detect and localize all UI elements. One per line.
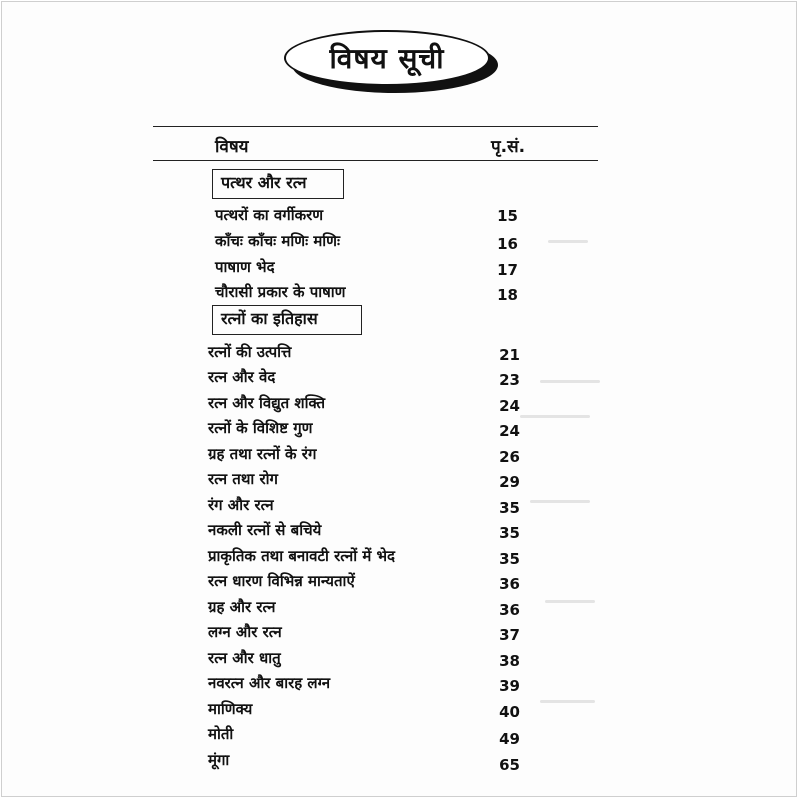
toc-entry-title: माणिक्य <box>208 700 253 718</box>
bleed-through-mark <box>520 415 590 418</box>
bleed-through-mark <box>548 240 588 243</box>
toc-entry-title: रत्न तथा रोग <box>208 470 278 488</box>
page-title: विषय सूची <box>329 42 445 75</box>
column-header-page: पृ.सं. <box>491 137 526 157</box>
toc-entry-page: 16 <box>497 235 518 253</box>
toc-entry-page: 40 <box>499 703 520 721</box>
toc-entry-title: मूंगा <box>208 751 230 769</box>
toc-entry-page: 49 <box>499 730 520 748</box>
toc-entry-title: रत्नों की उत्पत्ति <box>208 343 292 361</box>
toc-entry-page: 17 <box>497 261 518 279</box>
toc-entry-page: 29 <box>499 473 520 491</box>
toc-entry-title: ग्रह तथा रत्नों के रंग <box>208 445 317 463</box>
toc-entry-title: नवरत्न और बारह लग्न <box>208 674 331 692</box>
toc-entry-page: 39 <box>499 677 520 695</box>
toc-entry-title: रत्नों के विशिष्ट गुण <box>208 419 313 437</box>
header-rule-bottom <box>153 160 598 161</box>
toc-entry-title: नकली रत्नों से बचिये <box>208 521 322 539</box>
toc-entry-title: मोती <box>208 725 234 743</box>
toc-entry-page: 21 <box>499 346 520 364</box>
toc-entry-page: 26 <box>499 448 520 466</box>
title-badge <box>284 30 490 86</box>
toc-entry-page: 36 <box>499 601 520 619</box>
book-page <box>1 1 797 797</box>
toc-entry-title: पत्थरों का वर्गीकरण <box>215 206 324 224</box>
toc-entry-page: 18 <box>497 286 518 304</box>
toc-entry-title: रत्न धारण विभिन्न मान्यताऐं <box>208 572 355 590</box>
toc-entry-page: 23 <box>499 371 520 389</box>
toc-entry-page: 35 <box>499 524 520 542</box>
toc-entry-page: 35 <box>499 550 520 568</box>
toc-entry-page: 38 <box>499 652 520 670</box>
toc-entry-page: 36 <box>499 575 520 593</box>
bleed-through-mark <box>540 380 600 383</box>
header-rule-top <box>153 126 598 127</box>
toc-entry-page: 35 <box>499 499 520 517</box>
toc-entry-title: प्राकृतिक तथा बनावटी रत्नों में भेद <box>208 547 396 565</box>
column-header-topic: विषय <box>215 137 249 157</box>
toc-entry-page: 24 <box>499 397 520 415</box>
toc-entry-title: पाषाण भेद <box>215 258 275 276</box>
section-heading-history-of-gems: रत्नों का इतिहास <box>212 305 362 335</box>
toc-entry-page: 24 <box>499 422 520 440</box>
toc-entry-title: काँचः काँचः मणिः मणिः <box>215 232 341 250</box>
section-heading-stones-and-gems: पत्थर और रत्न <box>212 169 344 199</box>
toc-entry-title: लग्न और रत्न <box>208 623 282 641</box>
bleed-through-mark <box>545 600 595 603</box>
bleed-through-mark <box>530 500 590 503</box>
toc-entry-title: रत्न और विद्युत शक्ति <box>208 394 326 412</box>
toc-entry-title: रत्न और वेद <box>208 368 276 386</box>
toc-entry-page: 15 <box>497 207 518 225</box>
toc-entry-title: चौरासी प्रकार के पाषाण <box>215 283 346 301</box>
toc-entry-title: ग्रह और रत्न <box>208 598 276 616</box>
toc-entry-page: 37 <box>499 626 520 644</box>
toc-entry-page: 65 <box>499 756 520 774</box>
toc-entry-title: रत्न और धातु <box>208 649 281 667</box>
bleed-through-mark <box>540 700 595 703</box>
toc-entry-title: रंग और रत्न <box>208 496 274 514</box>
